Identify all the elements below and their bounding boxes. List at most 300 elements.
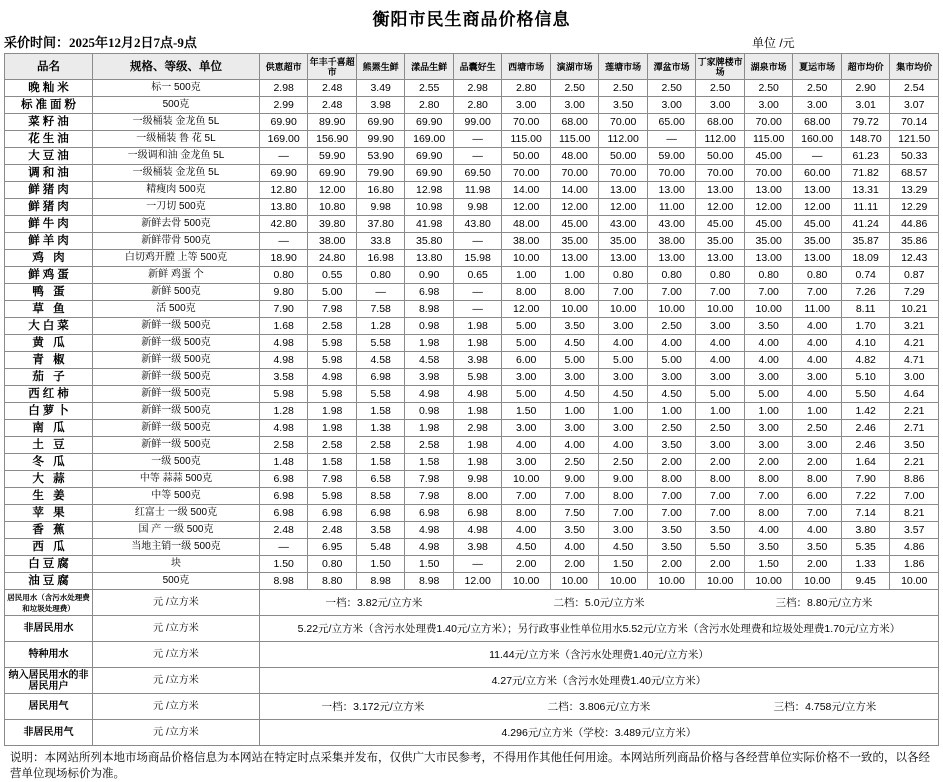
- price-cell: 4.00: [550, 539, 599, 556]
- price-cell: 169.00: [259, 131, 308, 148]
- price-cell: 70.00: [502, 114, 551, 131]
- product-spec: 新鲜一级 500克: [92, 369, 259, 386]
- price-cell: 79.90: [356, 165, 405, 182]
- price-cell: 69.90: [405, 165, 454, 182]
- price-cell: 0.90: [405, 267, 454, 284]
- product-spec: 活 500克: [92, 301, 259, 318]
- utility-tier: 一档：3.82元/立方米: [325, 596, 423, 609]
- price-cell: 5.58: [356, 335, 405, 352]
- price-cell: 7.14: [841, 505, 890, 522]
- price-cell: 2.48: [259, 522, 308, 539]
- utility-row-special-water: [5, 642, 939, 668]
- price-cell: 44.86: [890, 216, 939, 233]
- price-cell: 5.48: [356, 539, 405, 556]
- price-cell: 3.50: [550, 318, 599, 335]
- price-cell: 8.98: [405, 573, 454, 590]
- price-cell: 9.00: [550, 471, 599, 488]
- col-header-0: 品名: [5, 54, 93, 80]
- price-cell: 1.00: [599, 403, 648, 420]
- price-cell: —: [453, 131, 502, 148]
- price-cell: 1.50: [405, 556, 454, 573]
- col-header-14: 超市均价: [841, 54, 890, 80]
- price-cell: 12.00: [453, 573, 502, 590]
- price-cell: 10.80: [308, 199, 357, 216]
- price-cell: 13.00: [647, 182, 696, 199]
- table-row: [5, 420, 939, 437]
- price-cell: 3.50: [793, 539, 842, 556]
- price-cell: 4.00: [793, 335, 842, 352]
- price-cell: 0.80: [308, 556, 357, 573]
- price-cell: 13.29: [890, 182, 939, 199]
- table-row: [5, 114, 939, 131]
- price-cell: 112.00: [696, 131, 745, 148]
- price-cell: 50.00: [502, 148, 551, 165]
- price-cell: 3.21: [890, 318, 939, 335]
- price-cell: 2.58: [308, 318, 357, 335]
- price-cell: 2.48: [308, 97, 357, 114]
- price-cell: 3.00: [744, 97, 793, 114]
- price-cell: 50.00: [696, 148, 745, 165]
- price-cell: 5.00: [599, 352, 648, 369]
- product-name: 鲜猪肉: [5, 182, 93, 199]
- price-cell: 12.29: [890, 199, 939, 216]
- price-cell: 5.50: [841, 386, 890, 403]
- price-cell: 3.50: [744, 539, 793, 556]
- table-row: [5, 301, 939, 318]
- price-cell: 15.98: [453, 250, 502, 267]
- table-row: [5, 369, 939, 386]
- price-cell: 0.80: [356, 267, 405, 284]
- price-cell: 9.45: [841, 573, 890, 590]
- price-cell: 4.98: [308, 369, 357, 386]
- price-cell: 3.00: [550, 420, 599, 437]
- price-cell: 10.00: [647, 573, 696, 590]
- price-cell: 3.00: [696, 369, 745, 386]
- price-cell: 8.11: [841, 301, 890, 318]
- price-cell: 89.90: [308, 114, 357, 131]
- utility-label: 特种用水: [5, 642, 93, 668]
- price-cell: 3.98: [453, 539, 502, 556]
- price-cell: 2.50: [647, 80, 696, 97]
- price-cell: 4.00: [744, 352, 793, 369]
- price-cell: 5.98: [308, 386, 357, 403]
- table-row: [5, 335, 939, 352]
- price-cell: 35.00: [744, 233, 793, 250]
- product-spec: 中等 蒜蒜 500克: [92, 471, 259, 488]
- table-row: [5, 505, 939, 522]
- price-cell: 112.00: [599, 131, 648, 148]
- price-cell: 0.98: [405, 403, 454, 420]
- price-cell: 2.50: [696, 80, 745, 97]
- price-cell: 13.00: [793, 182, 842, 199]
- table-row: [5, 454, 939, 471]
- product-spec: 新鲜一级 500克: [92, 318, 259, 335]
- price-cell: 2.58: [259, 437, 308, 454]
- price-cell: 35.00: [696, 233, 745, 250]
- price-cell: 6.98: [259, 505, 308, 522]
- unit-note: 单位 /元: [752, 36, 795, 50]
- price-cell: 53.90: [356, 148, 405, 165]
- price-cell: 69.90: [405, 114, 454, 131]
- price-cell: 8.00: [599, 488, 648, 505]
- price-cell: 8.86: [890, 471, 939, 488]
- price-cell: 45.00: [744, 216, 793, 233]
- utility-unit: 元 /立方米: [92, 616, 259, 642]
- price-cell: 41.98: [405, 216, 454, 233]
- price-cell: 13.00: [744, 182, 793, 199]
- price-cell: 1.98: [405, 335, 454, 352]
- price-cell: 1.98: [453, 454, 502, 471]
- price-cell: 4.50: [550, 335, 599, 352]
- price-cell: 3.00: [502, 97, 551, 114]
- price-cell: 4.21: [890, 335, 939, 352]
- price-cell: 3.98: [453, 352, 502, 369]
- price-cell: 1.00: [744, 403, 793, 420]
- price-cell: 2.98: [453, 80, 502, 97]
- price-cell: 1.50: [599, 556, 648, 573]
- price-cell: 71.82: [841, 165, 890, 182]
- price-cell: 1.33: [841, 556, 890, 573]
- price-cell: 3.00: [599, 522, 648, 539]
- price-cell: 6.98: [259, 488, 308, 505]
- price-cell: 6.98: [405, 284, 454, 301]
- price-cell: 1.98: [453, 437, 502, 454]
- price-cell: 1.28: [356, 318, 405, 335]
- price-cell: 7.58: [356, 301, 405, 318]
- table-row: [5, 233, 939, 250]
- price-cell: 2.50: [744, 80, 793, 97]
- product-name: 鲜猪肉: [5, 199, 93, 216]
- price-cell: 1.50: [356, 556, 405, 573]
- price-cell: 1.64: [841, 454, 890, 471]
- utility-label: 非居民用气: [5, 720, 93, 746]
- price-cell: 8.00: [696, 471, 745, 488]
- price-cell: 45.00: [696, 216, 745, 233]
- price-cell: 4.98: [405, 386, 454, 403]
- price-cell: 13.31: [841, 182, 890, 199]
- price-cell: 6.98: [259, 471, 308, 488]
- price-cell: 2.58: [308, 437, 357, 454]
- price-cell: 69.90: [356, 114, 405, 131]
- price-cell: 7.00: [744, 284, 793, 301]
- price-cell: 10.00: [793, 573, 842, 590]
- product-name: 香 蕉: [5, 522, 93, 539]
- product-name: 晚籼米: [5, 80, 93, 97]
- price-cell: 6.00: [502, 352, 551, 369]
- price-cell: 35.00: [793, 233, 842, 250]
- price-table: [4, 53, 939, 746]
- price-cell: 7.22: [841, 488, 890, 505]
- product-spec: 新鲜一级 500克: [92, 335, 259, 352]
- price-cell: 8.58: [356, 488, 405, 505]
- product-name: 菜籽油: [5, 114, 93, 131]
- price-cell: 10.00: [599, 573, 648, 590]
- price-cell: 4.58: [405, 352, 454, 369]
- price-cell: 18.90: [259, 250, 308, 267]
- product-name: 茄 子: [5, 369, 93, 386]
- price-cell: 13.00: [599, 182, 648, 199]
- product-name: 鸭 蛋: [5, 284, 93, 301]
- price-cell: 8.00: [502, 505, 551, 522]
- product-name: 青 椒: [5, 352, 93, 369]
- price-cell: 5.98: [453, 369, 502, 386]
- price-cell: 7.00: [599, 284, 648, 301]
- utility-tier: 三档：4.758元/立方米: [773, 700, 877, 713]
- product-spec: 一刀切 500克: [92, 199, 259, 216]
- col-header-11: 丁家牌楼市场: [696, 54, 745, 80]
- col-header-7: 西塘市场: [502, 54, 551, 80]
- price-cell: 5.98: [308, 352, 357, 369]
- utility-tier: 二档：5.0元/立方米: [553, 596, 645, 609]
- price-cell: 3.00: [599, 420, 648, 437]
- price-cell: 10.00: [599, 301, 648, 318]
- price-cell: 68.57: [890, 165, 939, 182]
- product-spec: 国 产 一级 500克: [92, 522, 259, 539]
- utility-value: 4.296元/立方米（学校：3.489元/立方米）: [259, 720, 938, 746]
- price-cell: 4.98: [405, 539, 454, 556]
- utility-unit: 元 /立方米: [92, 720, 259, 746]
- price-cell: 5.00: [550, 352, 599, 369]
- price-cell: 2.50: [793, 80, 842, 97]
- price-cell: 12.43: [890, 250, 939, 267]
- price-cell: 69.90: [405, 148, 454, 165]
- price-cell: 4.98: [405, 522, 454, 539]
- price-cell: 12.00: [308, 182, 357, 199]
- price-cell: 13.80: [259, 199, 308, 216]
- price-cell: 10.98: [405, 199, 454, 216]
- price-cell: 13.00: [647, 250, 696, 267]
- price-cell: 2.00: [647, 556, 696, 573]
- price-cell: —: [453, 556, 502, 573]
- price-cell: 2.46: [841, 437, 890, 454]
- table-row: [5, 216, 939, 233]
- price-cell: 7.00: [647, 505, 696, 522]
- price-cell: 2.00: [550, 556, 599, 573]
- price-cell: 6.98: [356, 369, 405, 386]
- price-cell: 3.00: [793, 437, 842, 454]
- product-name: 调和油: [5, 165, 93, 182]
- table-row: [5, 250, 939, 267]
- price-cell: —: [259, 233, 308, 250]
- product-spec: 精瘦肉 500克: [92, 182, 259, 199]
- price-cell: 43.00: [647, 216, 696, 233]
- price-cell: 70.00: [744, 114, 793, 131]
- price-cell: 13.00: [599, 250, 648, 267]
- utility-value: [259, 590, 938, 616]
- price-cell: 16.80: [356, 182, 405, 199]
- product-spec: 新鲜一级 500克: [92, 420, 259, 437]
- price-cell: 48.00: [502, 216, 551, 233]
- price-cell: 3.00: [502, 454, 551, 471]
- price-cell: 3.00: [890, 369, 939, 386]
- price-cell: 3.00: [550, 369, 599, 386]
- table-row: [5, 437, 939, 454]
- price-cell: 65.00: [647, 114, 696, 131]
- price-cell: 99.90: [356, 131, 405, 148]
- price-cell: 121.50: [890, 131, 939, 148]
- product-spec: 一级桶装 鲁 花 5L: [92, 131, 259, 148]
- price-cell: 5.10: [841, 369, 890, 386]
- col-header-2: 供恵超市: [259, 54, 308, 80]
- table-header-row: [5, 54, 939, 80]
- price-cell: 70.00: [550, 165, 599, 182]
- product-name: 大 蒜: [5, 471, 93, 488]
- price-cell: 4.00: [502, 437, 551, 454]
- price-cell: 9.98: [453, 199, 502, 216]
- price-cell: 2.46: [841, 420, 890, 437]
- product-name: 西红柿: [5, 386, 93, 403]
- price-cell: 70.00: [744, 165, 793, 182]
- price-cell: 8.00: [502, 284, 551, 301]
- price-cell: 2.98: [453, 420, 502, 437]
- price-cell: 0.80: [599, 267, 648, 284]
- price-cell: —: [453, 148, 502, 165]
- product-spec: 新鲜一级 500克: [92, 352, 259, 369]
- page-title: 衡阳市民生商品价格信息: [372, 10, 571, 29]
- product-name: 鸡 肉: [5, 250, 93, 267]
- price-cell: —: [647, 131, 696, 148]
- price-cell: 9.00: [599, 471, 648, 488]
- product-name: 白豆腐: [5, 556, 93, 573]
- price-cell: 12.98: [405, 182, 454, 199]
- price-cell: 4.86: [890, 539, 939, 556]
- price-cell: 7.50: [550, 505, 599, 522]
- price-cell: —: [453, 284, 502, 301]
- price-cell: 50.00: [599, 148, 648, 165]
- col-header-15: 集市均价: [890, 54, 939, 80]
- utility-value: 5.22元/立方米（含污水处理费1.40元/立方米）；另行政事业性单位用水5.52元/立方米（含污水处理费和垃圾处理费1.70元/立方米）: [259, 616, 938, 642]
- utility-row-included-nonresidential: [5, 668, 939, 694]
- price-cell: 10.00: [550, 573, 599, 590]
- price-cell: 4.00: [744, 335, 793, 352]
- price-cell: —: [356, 284, 405, 301]
- table-row: [5, 386, 939, 403]
- price-cell: 45.00: [550, 216, 599, 233]
- product-name: 花生油: [5, 131, 93, 148]
- price-cell: 69.90: [308, 165, 357, 182]
- price-cell: 7.00: [793, 284, 842, 301]
- subheader: [4, 34, 939, 51]
- price-cell: 5.00: [308, 284, 357, 301]
- price-cell: 38.00: [308, 233, 357, 250]
- price-cell: 6.58: [356, 471, 405, 488]
- price-cell: 7.00: [744, 488, 793, 505]
- utility-unit: 元 /立方米: [92, 642, 259, 668]
- price-cell: 1.00: [550, 267, 599, 284]
- price-cell: 2.48: [308, 80, 357, 97]
- col-header-5: 漾品生鲜: [405, 54, 454, 80]
- price-cell: 1.98: [308, 420, 357, 437]
- price-cell: 1.00: [550, 403, 599, 420]
- product-spec: 白切鸡开膛 上等 500克: [92, 250, 259, 267]
- price-cell: 3.00: [647, 97, 696, 114]
- price-cell: 38.00: [647, 233, 696, 250]
- price-cell: 3.57: [890, 522, 939, 539]
- price-cell: 1.00: [502, 267, 551, 284]
- price-cell: 13.00: [744, 250, 793, 267]
- price-cell: 10.00: [744, 301, 793, 318]
- price-cell: 70.00: [502, 165, 551, 182]
- price-cell: 35.86: [890, 233, 939, 250]
- price-cell: 2.98: [259, 80, 308, 97]
- price-cell: 7.00: [550, 488, 599, 505]
- product-spec: 一级调和油 金龙鱼 5L: [92, 148, 259, 165]
- price-cell: 38.00: [502, 233, 551, 250]
- price-cell: 4.00: [502, 522, 551, 539]
- table-row: [5, 539, 939, 556]
- table-row: [5, 182, 939, 199]
- price-cell: 4.00: [793, 386, 842, 403]
- price-cell: 3.00: [696, 318, 745, 335]
- price-cell: 1.98: [453, 318, 502, 335]
- price-cell: 12.00: [599, 199, 648, 216]
- price-cell: 8.98: [259, 573, 308, 590]
- price-cell: 0.55: [308, 267, 357, 284]
- utility-row-residential-gas: [5, 694, 939, 720]
- product-name: 苹 果: [5, 505, 93, 522]
- table-row: [5, 318, 939, 335]
- price-cell: 9.98: [356, 199, 405, 216]
- price-cell: 7.90: [259, 301, 308, 318]
- price-cell: 2.48: [308, 522, 357, 539]
- price-cell: 43.00: [599, 216, 648, 233]
- col-header-10: 潭盆市场: [647, 54, 696, 80]
- price-cell: 3.50: [744, 318, 793, 335]
- price-cell: 1.98: [308, 403, 357, 420]
- price-cell: 3.00: [744, 437, 793, 454]
- product-name: 冬 瓜: [5, 454, 93, 471]
- price-cell: 3.50: [647, 539, 696, 556]
- price-cell: 0.80: [793, 267, 842, 284]
- price-cell: 5.58: [356, 386, 405, 403]
- price-cell: 2.50: [550, 454, 599, 471]
- price-cell: 148.70: [841, 131, 890, 148]
- price-cell: 12.80: [259, 182, 308, 199]
- price-cell: 13.00: [550, 250, 599, 267]
- price-cell: 4.00: [696, 335, 745, 352]
- price-cell: 4.50: [599, 386, 648, 403]
- price-cell: 3.50: [550, 522, 599, 539]
- price-cell: 70.00: [599, 165, 648, 182]
- price-cell: 68.00: [550, 114, 599, 131]
- price-cell: 10.00: [550, 301, 599, 318]
- table-row: [5, 488, 939, 505]
- price-cell: 2.50: [696, 420, 745, 437]
- price-cell: 2.55: [405, 80, 454, 97]
- table-row: [5, 267, 939, 284]
- price-cell: 0.74: [841, 267, 890, 284]
- price-cell: 12.00: [696, 199, 745, 216]
- price-cell: 6.95: [308, 539, 357, 556]
- price-cell: 2.50: [793, 420, 842, 437]
- product-spec: 当地主销一级 500克: [92, 539, 259, 556]
- price-cell: 4.98: [453, 522, 502, 539]
- price-cell: 115.00: [550, 131, 599, 148]
- price-cell: 7.00: [890, 488, 939, 505]
- price-cell: 12.00: [793, 199, 842, 216]
- price-cell: 3.50: [599, 97, 648, 114]
- utility-row-nonresidential-gas: [5, 720, 939, 746]
- price-cell: 11.11: [841, 199, 890, 216]
- product-name: 生 姜: [5, 488, 93, 505]
- price-cell: 1.70: [841, 318, 890, 335]
- price-cell: 1.58: [308, 454, 357, 471]
- price-cell: 7.00: [502, 488, 551, 505]
- price-cell: 3.00: [793, 369, 842, 386]
- price-cell: 3.00: [599, 318, 648, 335]
- price-cell: 3.50: [647, 437, 696, 454]
- col-header-8: 演湖市场: [550, 54, 599, 80]
